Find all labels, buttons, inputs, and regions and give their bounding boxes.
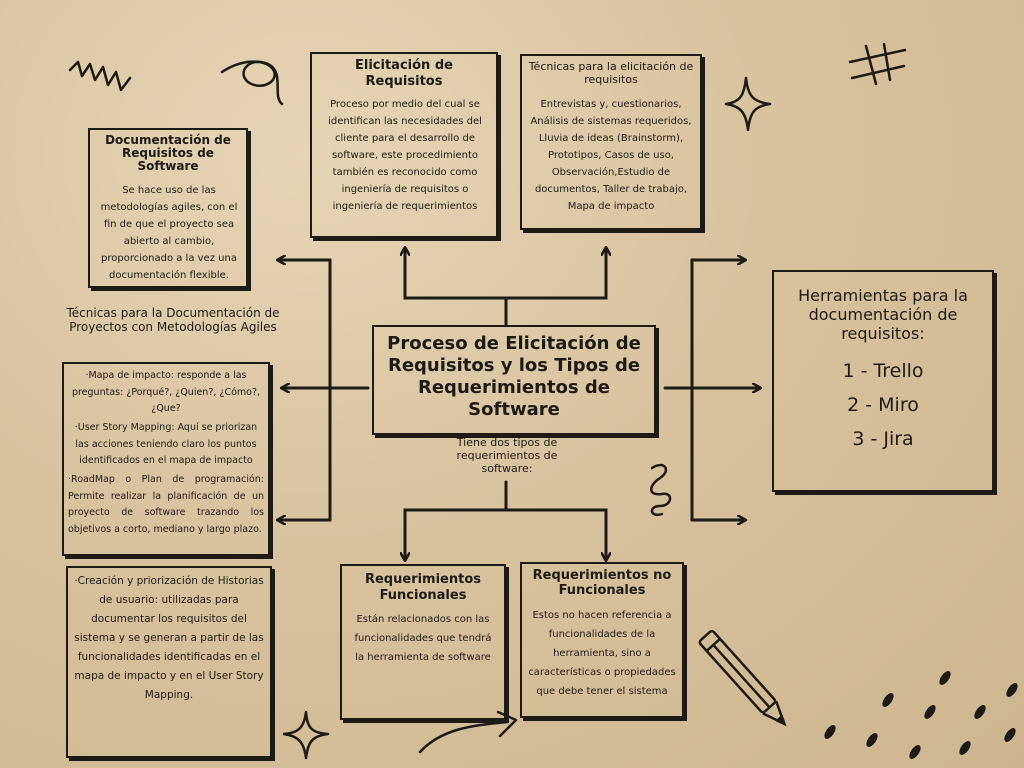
sparkle-doodle-2	[284, 712, 328, 758]
elicitacion-box	[310, 52, 498, 238]
tecnicas-doc-item3: ·RoadMap o Plan de programación: Permite realizar la planificación de un proyecto de software trazando los objetivos a corto, mediano y largo plazo.	[68, 474, 264, 535]
arrow-to-funcionales	[405, 482, 506, 560]
zigzag-doodle	[70, 62, 130, 90]
elicitacion-body: Proceso por medio del cual se identifican las necesidades del cliente para el desarrollo de software, este procedimiento también es reconocido como ingeniería de requisitos o ingeniería de requerimientos	[328, 99, 482, 212]
no-funcionales-body: Estos no hacen referencia a funcionalidades de la herramienta, sino a características o propiedades que debe tener el sistema	[528, 610, 676, 697]
documentacion-body: Se hace uso de las metodologías agiles, con el fin de que el proyecto sea abierto al cambio, proporcionado a la vez una documentación flexible.	[100, 185, 238, 281]
tecnicas-title: Técnicas para la elicitación de requisitos	[528, 60, 694, 86]
herramientas-item-1: 1 - Trello	[842, 360, 924, 382]
historias-body: ·Creación y priorización de Historias de usuario: utilizadas para documentar los requisitos del sistema y se generan a partir de las funcionalidades identificadas en el mapa de impacto y en el User Story Mapping.	[74, 575, 264, 701]
no-funcionales-box	[520, 562, 684, 718]
tecnicas-box	[520, 54, 702, 230]
herramientas-box	[772, 270, 994, 492]
documentacion-title: Documentación de Requisitos de Software	[105, 133, 231, 173]
arrow-to-elicitacion	[405, 248, 506, 325]
historias-box	[66, 566, 272, 758]
arrow-to-tecnicas	[506, 248, 606, 298]
center-box	[372, 325, 656, 435]
arrow-to-no-funcionales	[506, 510, 606, 560]
spiral-doodle	[651, 465, 670, 515]
funcionales-title: Requerimientos Funcionales	[364, 572, 482, 603]
tecnicas-doc-item1: ·Mapa de impacto: responde a las preguntas: ¿Porqué?, ¿Quien?, ¿Cómo?, ¿Que?	[71, 370, 261, 414]
tecnicas-doc-title: Técnicas para la Documentación de Proyectos con Metodologías Agiles	[66, 306, 280, 334]
herramientas-item-3: 3 - Jira	[852, 428, 914, 450]
arrow-doodle	[420, 722, 508, 752]
center-title: Proceso de Elicitación de Requisitos y los Tipos de Requerimientos de Software	[387, 333, 641, 420]
no-funcionales-title: Requerimientos no Funcionales	[532, 568, 672, 598]
center-subtitle: Tiene dos tipos de requerimientos de software:	[456, 436, 558, 475]
herramientas-item-2: 2 - Miro	[847, 394, 919, 416]
sparkle-doodle	[726, 78, 770, 130]
tecnicas-doc-box	[62, 362, 270, 556]
documentacion-box	[88, 128, 248, 288]
herramientas-title: Herramientas para la documentación de requisitos:	[798, 286, 968, 343]
tecnicas-body: Entrevistas y, cuestionarios, Análisis de sistemas requeridos, Lluvia de ideas (Brainstorm), Prototipos, Casos de uso, Observación,Estudio de documentos, Taller de trabajo, Mapa de impacto	[530, 99, 692, 212]
funcionales-box	[340, 564, 506, 720]
dash-pattern	[822, 669, 1020, 761]
elicitacion-title: Elicitación de Requisitos	[355, 58, 453, 90]
tecnicas-doc-item2: ·User Story Mapping: Aquí se priorizan las acciones teniendo claro los puntos identificados en el mapa de impacto	[74, 422, 258, 466]
loop-doodle	[222, 62, 282, 104]
funcionales-body: Están relacionados con las funcionalidades que tendrá la herramienta de software	[354, 614, 492, 663]
pencil-doodle	[699, 630, 791, 730]
hash-doodle	[850, 44, 905, 84]
